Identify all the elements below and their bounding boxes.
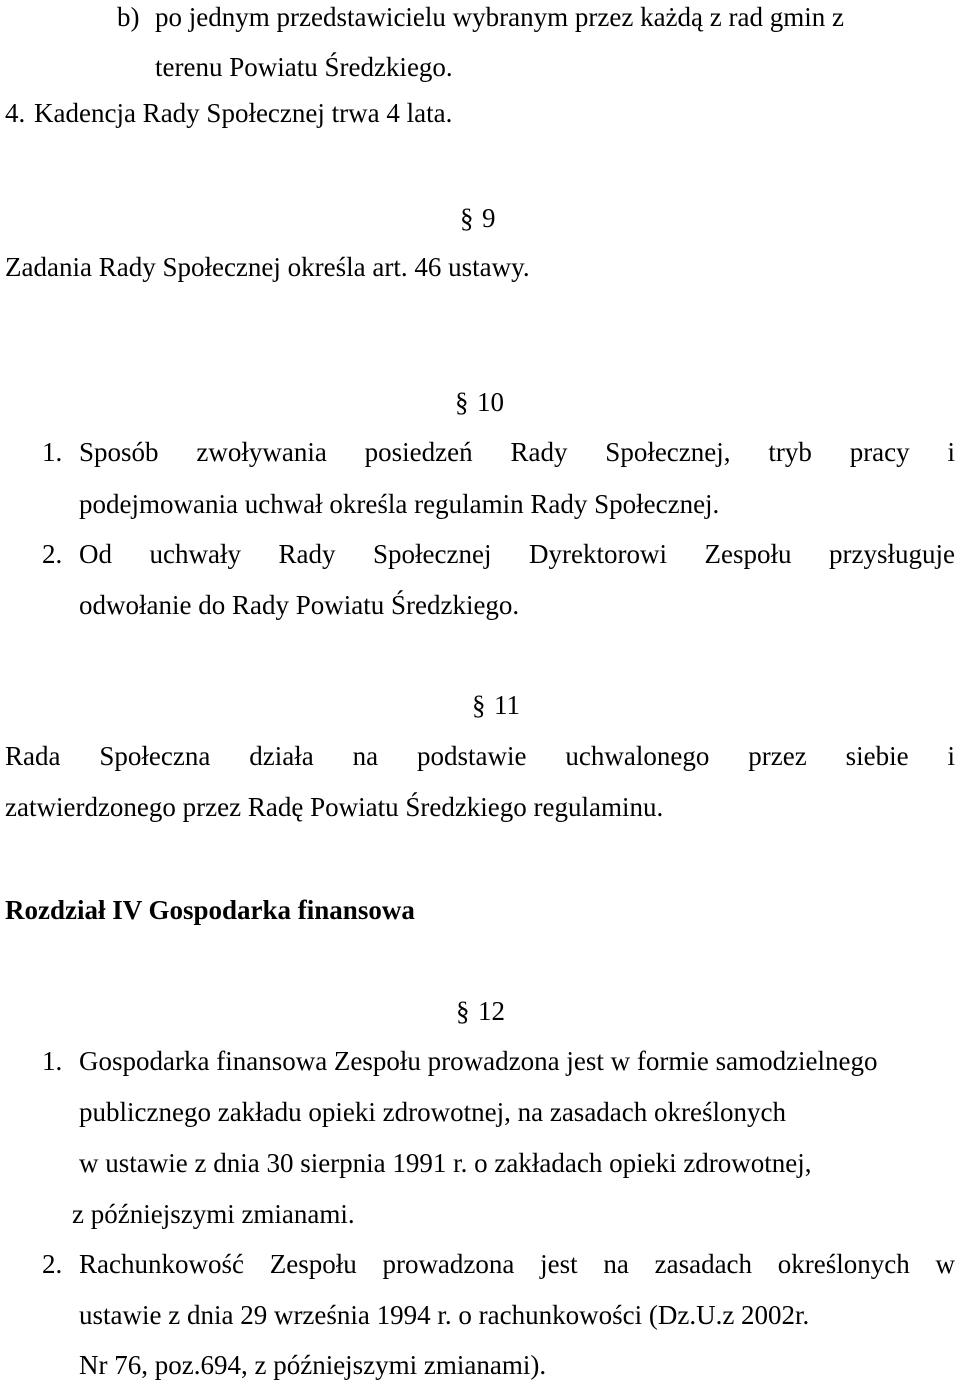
section-10-item2-line2: odwołanie do Rady Powiatu Średzkiego. xyxy=(79,590,520,620)
section-sign: § xyxy=(460,203,474,233)
item-4 xyxy=(5,88,452,139)
section-sign: § xyxy=(456,996,470,1026)
section-11-heading xyxy=(472,680,520,731)
section-10-heading xyxy=(455,377,504,428)
section-11-line1: Rada Społeczna działa na podstawie uchwalonego przez siebie i xyxy=(5,741,955,771)
section-12-item2-number: 2. xyxy=(42,1249,63,1279)
section-10-item2-number: 2. xyxy=(42,539,63,569)
chapter-heading: Rozdział IV Gospodarka finansowa xyxy=(5,895,415,925)
section-sign: § xyxy=(455,387,469,417)
item-b-line1 xyxy=(117,0,844,43)
item-b-label: b) xyxy=(117,2,140,32)
section-12-item1-line2: publicznego zakładu opieki zdrowotnej, na zasadach określonych xyxy=(79,1097,786,1127)
section-12-item2-line2: ustawie z dnia 29 września 1994 r. o rachunkowości (Dz.U.z 2002r. xyxy=(79,1300,810,1330)
section-10-item2-line1: Od uchwały Rady Społecznej Dyrektorowi Zespołu przysługuje xyxy=(79,539,955,569)
section-12-heading xyxy=(456,986,505,1037)
section-10-item1-line2: podejmowania uchwał określa regulamin Rady Społecznej. xyxy=(79,489,720,519)
section-11-line2: zatwierdzonego przez Radę Powiatu Średzkiego regulaminu. xyxy=(5,792,664,822)
section-10-item1-number: 1. xyxy=(42,437,63,467)
item-4-text: Kadencja Rady Społecznej trwa 4 lata. xyxy=(34,98,453,128)
section-sign: § xyxy=(472,690,486,720)
item-b-text: po jednym przedstawicielu wybranym przez każdą z rad gmin z xyxy=(155,2,844,32)
item-b-line2: terenu Powiatu Średzkiego. xyxy=(155,52,453,82)
section-number: 10 xyxy=(477,387,504,417)
section-9-heading xyxy=(460,193,496,244)
item-4-number: 4. xyxy=(5,98,26,128)
section-12-item1-line4: z późniejszymi zmianami. xyxy=(72,1199,355,1229)
section-12-item1-line3: w ustawie z dnia 30 sierpnia 1991 r. o zakładach opieki zdrowotnej, xyxy=(79,1148,812,1178)
section-number: 11 xyxy=(494,690,520,720)
section-12-item1-line1: Gospodarka finansowa Zespołu prowadzona jest w formie samodzielnego xyxy=(79,1046,878,1076)
section-10-item1-line1: Sposób zwoływania posiedzeń Rady Społecznej, tryb pracy i xyxy=(79,437,955,467)
section-9-text: Zadania Rady Społecznej określa art. 46 ustawy. xyxy=(5,252,530,282)
section-number: 9 xyxy=(482,203,496,233)
section-number: 12 xyxy=(478,996,505,1026)
section-12-item1-number: 1. xyxy=(42,1046,63,1076)
section-12-item2-line1: Rachunkowość Zespołu prowadzona jest na zasadach określonych w xyxy=(79,1249,955,1279)
section-12-item2-line3: Nr 76, poz.694, z późniejszymi zmianami). xyxy=(79,1350,547,1380)
